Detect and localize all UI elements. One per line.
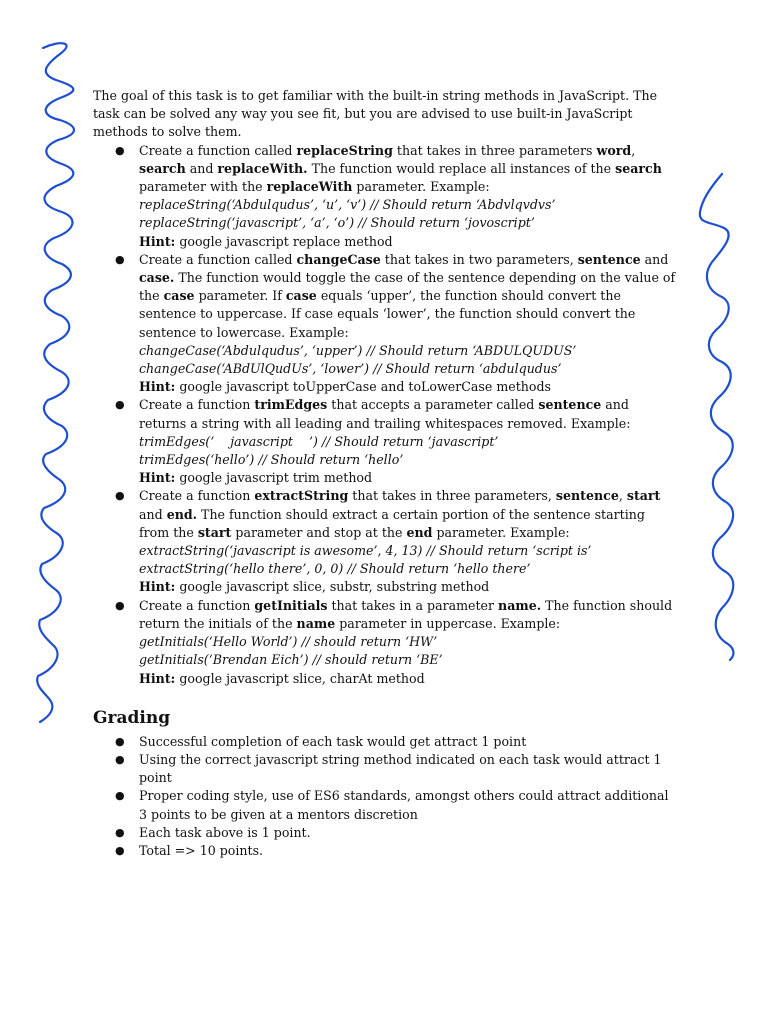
hint-line: Hint: google javascript slice, charAt method [139, 670, 425, 686]
document-body [93, 87, 678, 860]
task-item-extract-string: ● Create a function extractString that takes in three parameters, sentence, start and end. The function should extract a certain portion of the sentence starting from the start parameter and stop at the end parameter. Example: extractString(‘javascript is awesome’, 4, 13) // Should return ‘script is’ extractString(‘hello there’, 0, 0) // Should return ‘hello there’ Hint: google javascript slice, substr, substring method [93, 487, 678, 596]
hint-line: Hint: google javascript trim method [139, 470, 373, 486]
grading-item: ● Using the correct javascript string method indicated on each task would attract 1 point [115, 751, 662, 786]
bullet-icon: ● [115, 734, 125, 748]
right-scribble [700, 174, 734, 660]
example-line: replaceString(‘javascript’, ‘a’, ‘o’) // Should return ‘jovoscript’ [139, 215, 535, 231]
bullet-icon: ● [115, 843, 125, 857]
grading-heading: Grading [93, 707, 171, 728]
bullet-icon: ● [115, 825, 125, 839]
grading-item: ● Successful completion of each task would get attract 1 point [93, 733, 678, 751]
example-line: changeCase(‘ABdUlQudUs’, ‘lower’) // Should return ‘abdulqudus’ [139, 361, 562, 377]
grading-item: ● Each task above is 1 point. [93, 824, 678, 842]
bullet-icon: ● [115, 752, 125, 766]
example-line: extractString(‘javascript is awesome’, 4, 13) // Should return ‘script is’ [139, 543, 592, 559]
example-line: trimEdges(‘ javascript ’) // Should return ‘javascript’ [139, 433, 499, 449]
grading-item: ● Total => 10 points. [93, 842, 678, 860]
intro-paragraph: The goal of this task is to get familiar with the built-in string methods in JavaScript. The task can be solved any way you see fit, but you are advised to use built-in JavaScript methods to solve them. [93, 88, 658, 140]
task-item-get-initials: ● Create a function getInitials that takes in a parameter name. The function should return the initials of the name parameter in uppercase. Example: getInitials(‘Hello World’) // should return ‘HW’ getInitials(‘Brendan Eich’) // should return ‘BE’ Hint: google javascript slice, charAt method [93, 597, 678, 688]
example-line: replaceString(‘Abdulqudus’, ‘u’, ‘v’) // Should return ‘Abdvlqvdvs’ [139, 197, 556, 213]
function-name: extractString [254, 488, 349, 504]
example-line: getInitials(‘Brendan Eich’) // should return ‘BE’ [139, 652, 443, 668]
example-line: changeCase(‘Abdulqudus’, ‘upper’) // Should return ‘ABDULQUDUS’ [139, 342, 577, 358]
hint-line: Hint: google javascript replace method [139, 233, 393, 249]
example-line: getInitials(‘Hello World’) // should return ‘HW’ [139, 634, 438, 650]
bullet-icon: ● [115, 598, 125, 612]
function-name: trimEdges [254, 397, 328, 413]
example-line: trimEdges(‘hello’) // Should return ‘hello’ [139, 452, 404, 468]
bullet-icon: ● [115, 789, 125, 803]
left-scribble [37, 43, 74, 722]
function-name: replaceString [296, 142, 393, 158]
hint-line: Hint: google javascript toUpperCase and toLowerCase methods [139, 379, 551, 395]
grading-list [93, 733, 678, 860]
bullet-icon: ● [115, 489, 125, 503]
task-list [93, 142, 678, 688]
grading-item: ● Proper coding style, use of ES6 standards, amongst others could attract additional 3 points to be given at a mentors discretion [115, 788, 669, 822]
function-name: changeCase [296, 251, 381, 267]
bullet-icon: ● [115, 252, 125, 266]
bullet-icon: ● [115, 143, 125, 157]
task-item-change-case: ● Create a function called changeCase that takes in two parameters, sentence and case. The function would toggle the case of the sentence depending on the value of the case parameter. If case equals ‘upper’, the function should convert the sentence to uppercase. If case equals ‘lower’, the function should convert the sentence to lowercase. Example: changeCase(‘Abdulqudus’, ‘upper’) // Should return ‘ABDULQUDUS’ changeCase(‘ABdUlQudUs’, ‘lower’) // Should return ‘abdulqudus’ Hint: google javascript toUpperCase and toLowerCase methods [93, 251, 678, 397]
function-name: getInitials [254, 597, 328, 613]
hint-line: Hint: google javascript slice, substr, substring method [139, 579, 490, 595]
bullet-icon: ● [115, 398, 125, 412]
example-line: extractString(‘hello there’, 0, 0) // Should return ‘hello there’ [139, 561, 531, 577]
task-item-trim-edges: ● Create a function trimEdges that accepts a parameter called sentence and returns a string with all leading and trailing whitespaces removed. Example: trimEdges(‘ javascript ’) // Should return ‘javascript’ trimEdges(‘hello’) // Should return ‘hello’ Hint: google javascript trim method [93, 396, 678, 487]
task-item-replace-string: ● Create a function called replaceString that takes in three parameters word, search and replaceWith. The function would replace all instances of the search parameter with the replaceWith parameter. Example: replaceString(‘Abdulqudus’, ‘u’, ‘v’) // Should return ‘Abdvlqvdvs’ replaceString(‘javascript’, ‘a’, ‘o’) // Should return ‘jovoscript’ Hint: google javascript replace method [93, 142, 678, 251]
